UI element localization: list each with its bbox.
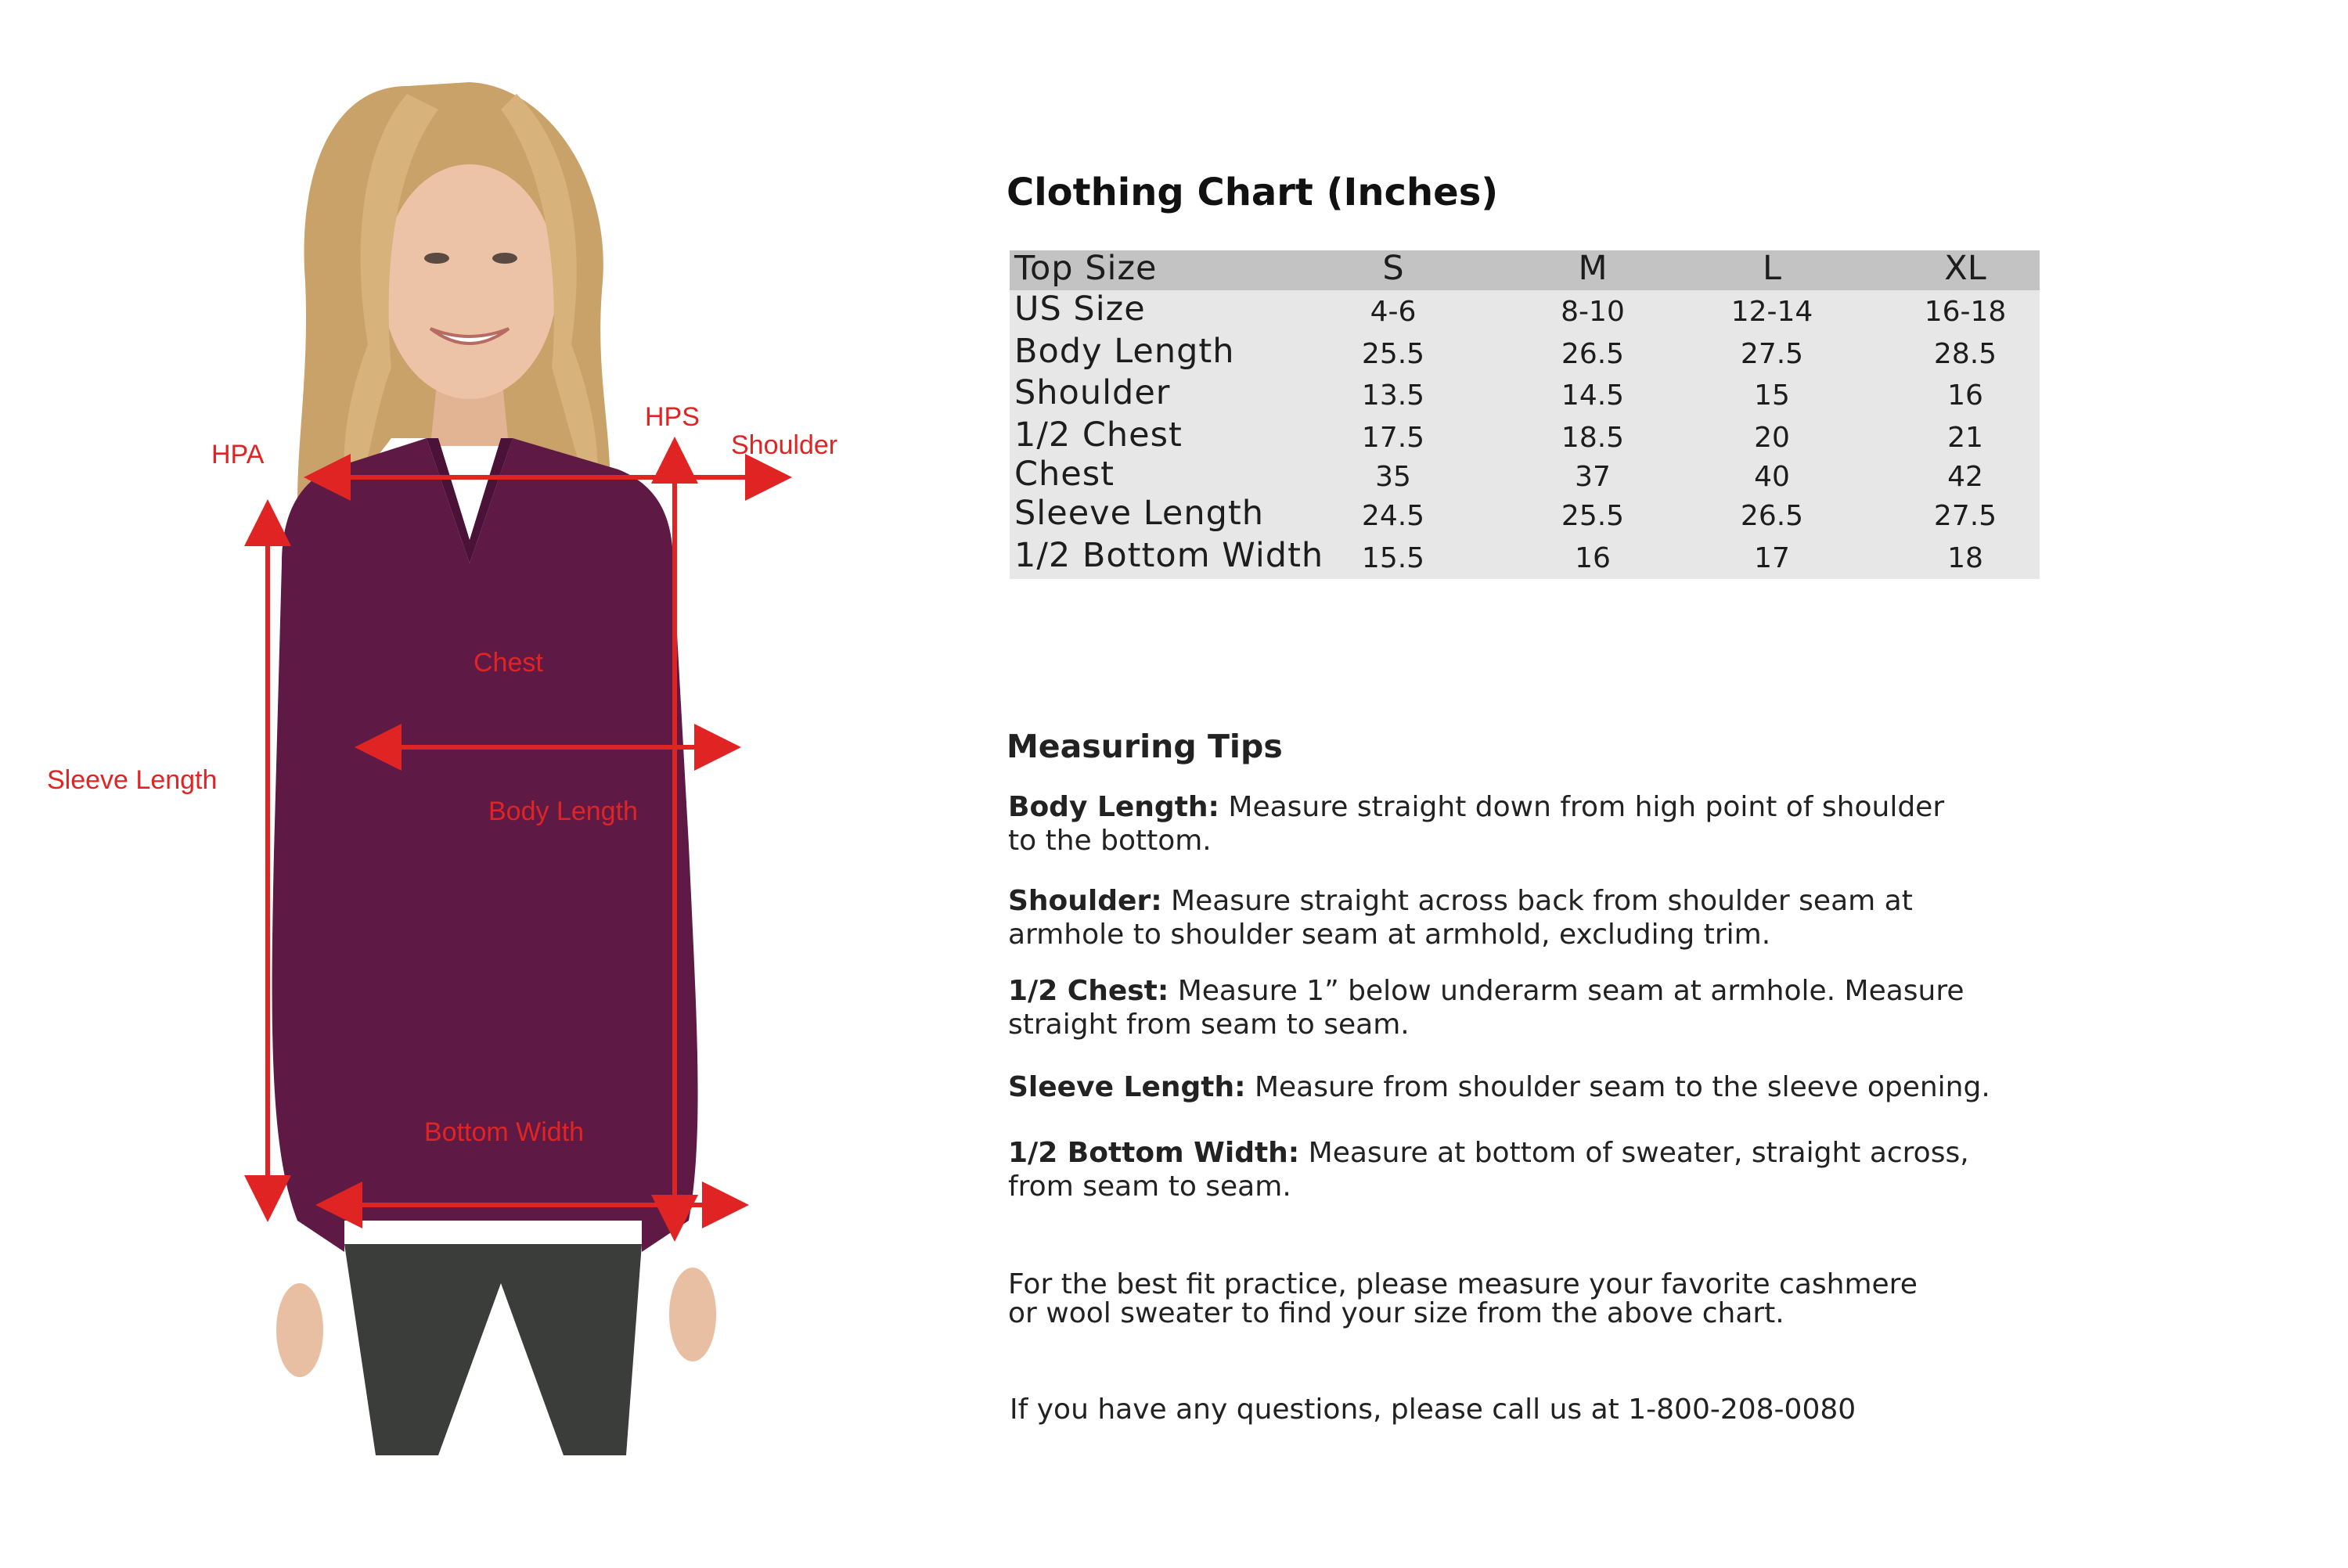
table-cell: 14.5	[1561, 379, 1625, 412]
table-cell: 8-10	[1561, 296, 1625, 328]
contact-text: If you have any questions, please call us at 1-800-208-0080	[1010, 1394, 1856, 1426]
row-label: 1/2 Bottom Width	[1014, 536, 1324, 575]
tip-text: armhole to shoulder seam at armhold, excluding trim.	[1008, 919, 1771, 951]
table-cell: 17.5	[1361, 422, 1425, 454]
table-cell: 21	[1947, 422, 1983, 454]
table-cell: 16	[1575, 542, 1611, 574]
table-cell: 18.5	[1561, 422, 1625, 454]
tip-text: from seam to seam.	[1008, 1171, 1291, 1203]
header-size-l: L	[1763, 249, 1781, 288]
tip-item	[1008, 884, 1913, 951]
fit-note-line: or wool sweater to find your size from the above chart.	[1008, 1297, 1784, 1329]
table-cell: 16-18	[1924, 296, 2007, 328]
tip-text: Measure 1” below underarm seam at armhole. Measure	[1169, 975, 1964, 1007]
chart-title: Clothing Chart (Inches)	[1007, 171, 1499, 214]
tips-title: Measuring Tips	[1007, 728, 1283, 765]
header-label: Top Size	[1014, 249, 1158, 288]
tip-term: Shoulder:	[1008, 885, 1162, 917]
table-cell: 37	[1575, 461, 1611, 493]
label-shoulder: Shoulder	[731, 430, 838, 460]
size-chart-table	[1010, 250, 2040, 579]
label-chest: Chest	[474, 648, 543, 678]
header-size-m: M	[1578, 249, 1608, 288]
tip-term: Body Length:	[1008, 791, 1219, 823]
table-cell: 12-14	[1730, 296, 1813, 328]
row-label: Shoulder	[1014, 373, 1171, 412]
table-cell: 26.5	[1561, 338, 1625, 370]
table-cell: 15.5	[1361, 542, 1425, 574]
table-cell: 25.5	[1561, 500, 1625, 532]
table-cell: 25.5	[1361, 338, 1425, 370]
header-size-xl: XL	[1944, 249, 1986, 288]
row-label: US Size	[1014, 290, 1146, 329]
tip-text: Measure from shoulder seam to the sleeve opening.	[1245, 1071, 1990, 1103]
row-label: Sleeve Length	[1014, 494, 1265, 533]
label-sleeve-length: Sleeve Length	[47, 765, 218, 795]
table-cell: 27.5	[1740, 338, 1804, 370]
tip-text: straight from seam to seam.	[1008, 1009, 1410, 1041]
label-bottom-width: Bottom Width	[424, 1117, 585, 1147]
label-body-length: Body Length	[488, 797, 638, 826]
table-cell: 20	[1754, 422, 1790, 454]
table-cell: 26.5	[1740, 500, 1804, 532]
tip-term: 1/2 Chest:	[1008, 975, 1169, 1007]
tip-item	[1008, 1136, 1969, 1203]
table-cell: 24.5	[1361, 500, 1425, 532]
table-cell: 15	[1754, 379, 1790, 412]
tip-item	[1008, 1070, 1990, 1104]
tip-term: 1/2 Bottom Width:	[1008, 1137, 1300, 1169]
tip-text: to the bottom.	[1008, 825, 1212, 857]
table-cell: 17	[1754, 542, 1790, 574]
table-cell: 16	[1947, 379, 1983, 412]
tip-text: Measure straight down from high point of shoulder	[1219, 791, 1945, 823]
tip-text: Measure at bottom of sweater, straight across,	[1299, 1137, 1969, 1169]
table-cell: 35	[1375, 461, 1411, 493]
table-cell: 28.5	[1933, 338, 1997, 370]
row-label: Chest	[1014, 455, 1115, 494]
fit-note	[1008, 1268, 1918, 1330]
tip-item	[1008, 974, 1964, 1041]
tip-term: Sleeve Length:	[1008, 1071, 1246, 1103]
table-cell: 40	[1754, 461, 1790, 493]
table-cell: 4-6	[1370, 296, 1417, 328]
label-hps: HPS	[645, 402, 700, 432]
table-cell: 13.5	[1361, 379, 1425, 412]
header-size-s: S	[1382, 249, 1404, 288]
table-header-row	[1010, 250, 2040, 290]
table-cell: 42	[1947, 461, 1983, 493]
tip-item	[1008, 790, 1944, 858]
row-label: Body Length	[1014, 332, 1235, 371]
table-cell: 27.5	[1933, 500, 1997, 532]
table-cell: 18	[1947, 542, 1983, 574]
tip-text: Measure straight across back from shoulder seam at	[1161, 885, 1913, 917]
fit-note-line: For the best fit practice, please measure your favorite cashmere	[1008, 1268, 1918, 1300]
label-hpa: HPA	[211, 440, 265, 469]
model-figure	[0, 0, 861, 1565]
row-label: 1/2 Chest	[1014, 415, 1183, 455]
